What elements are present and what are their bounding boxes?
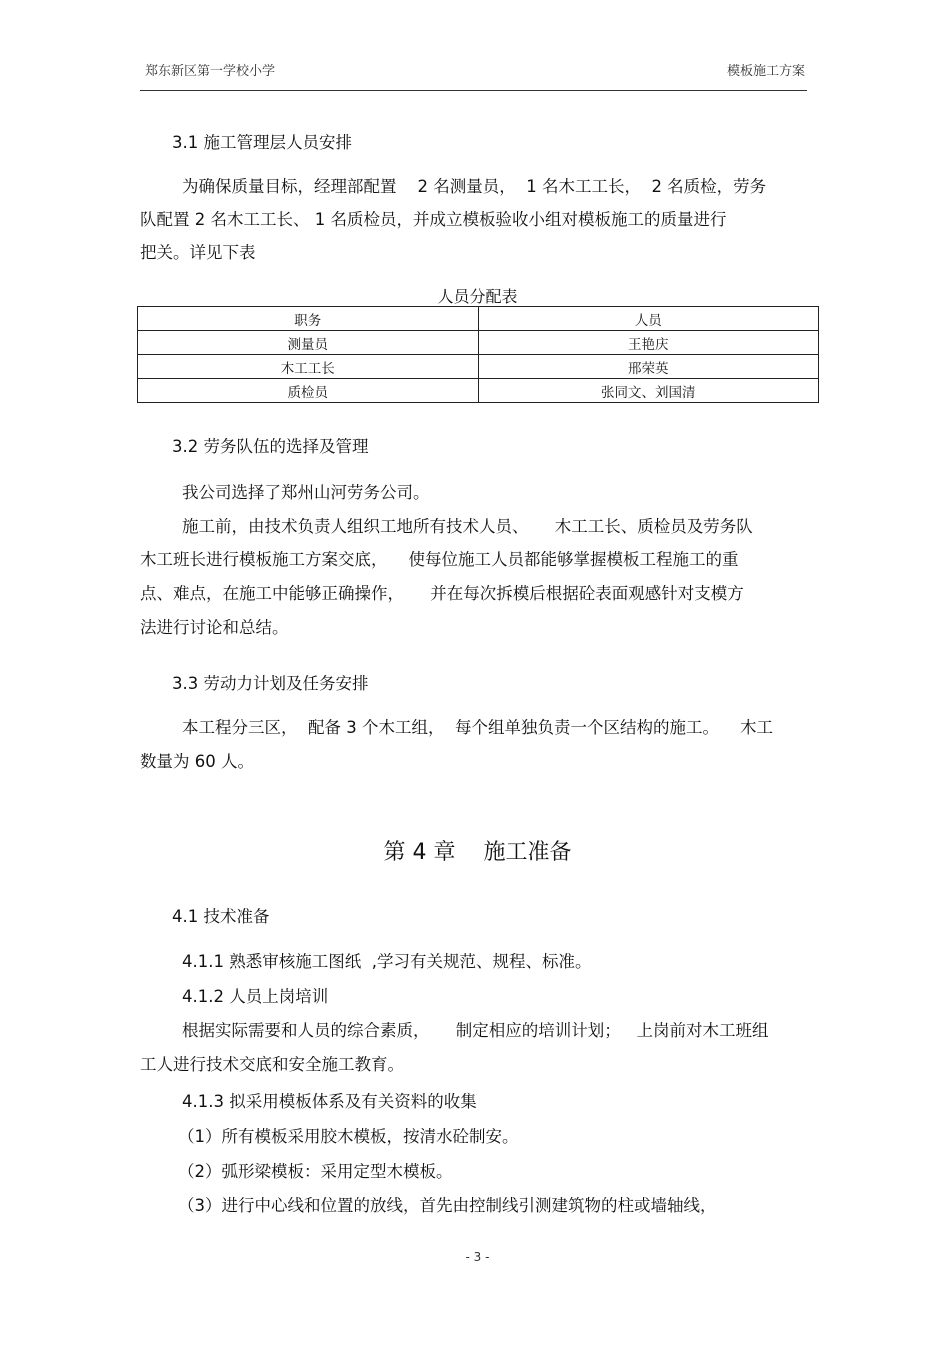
- header-right-title: 模板施工方案: [726, 64, 805, 79]
- s32-p2-line-1: 施工前，由技术负责人组织工地所有技术人员、 木工工长、质检员及劳务队: [182, 517, 753, 536]
- table-header-row: [138, 307, 819, 331]
- section-3-2-heading: 3.2 劳务队伍的选择及管理: [172, 437, 369, 456]
- table-cell: 邢荣英: [478, 355, 819, 379]
- table-header-cell: 人员: [478, 307, 819, 331]
- table-cell: 木工工长: [138, 355, 479, 379]
- table-row: [138, 355, 819, 379]
- list-item: （3）进行中心线和位置的放线，首先由控制线引测建筑物的柱或墙轴线，: [178, 1196, 717, 1215]
- table-cell: 王艳庆: [478, 331, 819, 355]
- table-row: [138, 331, 819, 355]
- s33-line-1: 本工程分三区， 配备 3 个木工组， 每个组单独负责一个区结构的施工。 木工: [182, 718, 773, 737]
- table-header-cell: 职务: [138, 307, 479, 331]
- table-row: [138, 379, 819, 403]
- table-cell: 质检员: [138, 379, 479, 403]
- item-4-1-1: 4.1.1 熟悉审核施工图纸 ,学习有关规范、规程、标准。: [182, 952, 592, 971]
- s32-paragraph-1: 我公司选择了郑州山河劳务公司。: [182, 483, 430, 502]
- list-item: （1）所有模板采用胶木模板，按清水砼制安。: [178, 1127, 519, 1146]
- item-4-1-3: 4.1.3 拟采用模板体系及有关资料的收集: [182, 1092, 477, 1111]
- chapter-name: 施工准备: [483, 840, 572, 865]
- s31-line-3: 把关。详见下表: [140, 243, 256, 262]
- p412-line-2: 工人进行技术交底和安全施工教育。: [140, 1055, 404, 1074]
- s32-p2-line-2: 木工班长进行模板施工方案交底， 使每位施工人员都能够掌握模板工程施工的重: [140, 550, 739, 569]
- item-4-1-2: 4.1.2 人员上岗培训: [182, 987, 329, 1006]
- s31-line-1: 为确保质量目标，经理部配置 2 名测量员， 1 名木工工长， 2 名质检，劳务: [182, 177, 767, 196]
- chapter-title: [0, 835, 950, 866]
- section-3-3-heading: 3.3 劳动力计划及任务安排: [172, 674, 369, 693]
- table-cell: 张同文、刘国清: [478, 379, 819, 403]
- header-left-title: 郑东新区第一学校小学: [145, 64, 276, 79]
- chapter-number: 第 4 章: [383, 840, 456, 865]
- s31-line-2: 队配置 2 名木工工长、 1 名质检员，并成立模板验收小组对模板施工的质量进行: [140, 210, 727, 229]
- s32-p2-line-3: 点、难点，在施工中能够正确操作， 并在每次拆模后根据砼表面观感针对支模方: [140, 584, 744, 603]
- s33-line-2: 数量为 60 人。: [140, 752, 254, 771]
- table-caption: 人员分配表: [437, 287, 518, 306]
- staff-table: [137, 306, 819, 403]
- p412-line-1: 根据实际需要和人员的综合素质， 制定相应的培训计划； 上岗前对木工班组: [182, 1021, 769, 1040]
- page-number: - 3 -: [465, 1250, 490, 1264]
- list-item: （2）弧形梁模板：采用定型木模板。: [178, 1162, 453, 1181]
- s32-p2-line-4: 法进行讨论和总结。: [140, 618, 289, 637]
- section-3-1-heading: 3.1 施工管理层人员安排: [172, 133, 352, 152]
- section-4-1-heading: 4.1 技术准备: [172, 907, 270, 926]
- header-rule: [140, 90, 807, 91]
- table-cell: 测量员: [138, 331, 479, 355]
